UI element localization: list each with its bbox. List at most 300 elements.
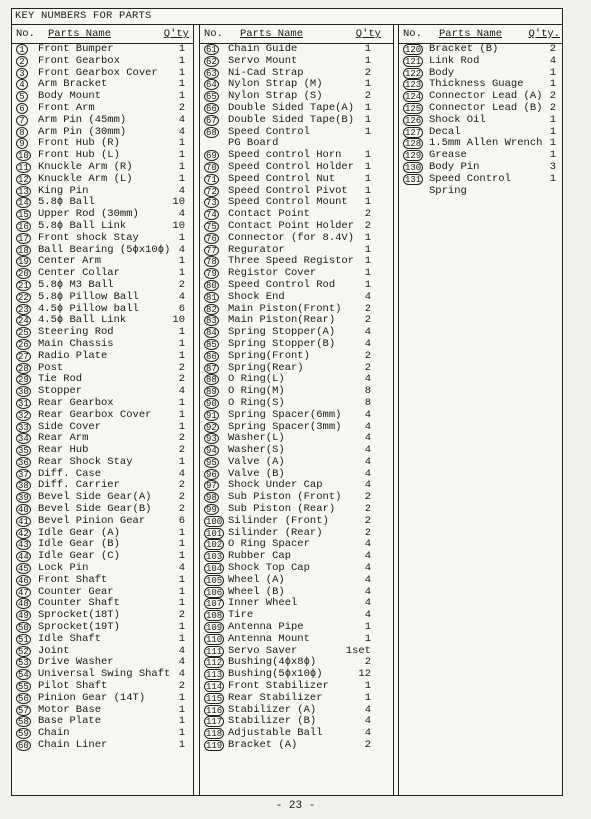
- part-name: Rear Shock Stay: [38, 455, 133, 468]
- part-name: Stopper: [38, 385, 83, 398]
- part-name: Nylon Strap (S): [228, 90, 323, 103]
- part-quantity: 4: [364, 715, 371, 728]
- key-number: 100: [206, 516, 223, 527]
- table-row: [12, 410, 193, 422]
- part-quantity: 4: [178, 113, 185, 126]
- table-row: [200, 575, 393, 587]
- part-quantity: 2: [178, 373, 185, 386]
- table-row: [200, 233, 393, 245]
- part-name: Contact Point: [228, 208, 310, 221]
- part-name: PG Board: [228, 137, 279, 150]
- part-quantity: 2: [364, 219, 371, 232]
- parts-table: [11, 8, 563, 796]
- key-number: 41: [18, 516, 29, 527]
- part-name: Counter Shaft: [38, 597, 120, 610]
- column-header: [12, 25, 193, 44]
- table-row: [399, 138, 562, 150]
- part-quantity: 1: [364, 278, 371, 291]
- key-number: 113: [206, 670, 223, 681]
- part-quantity: 2: [364, 314, 371, 327]
- part-quantity: 1: [178, 597, 185, 610]
- part-quantity: 1: [178, 137, 185, 150]
- key-number: 116: [206, 705, 223, 716]
- part-name: Spring: [429, 184, 467, 197]
- part-name: Sprocket(18T): [38, 609, 120, 622]
- part-name: Registor Cover: [228, 267, 317, 280]
- part-name: Speed Control Pivot: [228, 184, 348, 197]
- key-number: 72: [206, 186, 217, 197]
- part-quantity: 2: [364, 349, 371, 362]
- key-number: 86: [206, 351, 217, 362]
- table-row: [200, 280, 393, 292]
- part-name: Steering Rod: [38, 326, 114, 339]
- key-number: 82: [206, 304, 217, 315]
- key-number: 22: [18, 292, 29, 303]
- header-qty: Q'ty: [355, 28, 381, 40]
- parts-column-2: [199, 25, 394, 795]
- part-name: Spring(Rear): [228, 361, 304, 374]
- part-name: Radio Plate: [38, 349, 108, 362]
- key-number: 27: [18, 351, 29, 362]
- key-number: 47: [18, 587, 29, 598]
- part-name: Center Arm: [38, 255, 102, 268]
- key-number: 94: [206, 446, 217, 457]
- part-quantity: 4: [178, 562, 185, 575]
- part-name: Front Hub (R): [38, 137, 120, 150]
- part-name: Chain: [38, 727, 70, 740]
- part-name: Stabilizer (B): [228, 715, 317, 728]
- part-quantity: 1: [549, 66, 556, 79]
- part-name: Front Gearbox: [38, 54, 120, 67]
- table-row: [12, 575, 193, 587]
- key-number: 80: [206, 280, 217, 291]
- key-number: 44: [18, 552, 29, 563]
- part-quantity: 2: [549, 90, 556, 103]
- part-name: Wheel (A): [228, 573, 285, 586]
- key-number: 81: [206, 292, 217, 303]
- part-name: Front Bumper: [38, 43, 114, 55]
- part-quantity: 1: [549, 78, 556, 91]
- part-name: Spring Spacer(3mm): [228, 420, 342, 433]
- header-parts-name: Parts Name: [240, 28, 304, 40]
- parts-column-1: [12, 25, 194, 795]
- part-name: Arm Bracket: [38, 78, 108, 91]
- part-quantity: 1: [178, 160, 185, 173]
- part-quantity: 2: [364, 514, 371, 527]
- key-number: 11: [18, 162, 29, 173]
- key-number: 10: [18, 151, 29, 162]
- key-number: 38: [18, 481, 29, 492]
- part-name: Grease: [429, 149, 467, 162]
- key-number: 77: [206, 245, 217, 256]
- part-name: Washer(S): [228, 444, 285, 457]
- key-number: 131: [405, 174, 422, 185]
- part-name: Drive Washer: [38, 656, 114, 669]
- part-quantity: 1: [364, 243, 371, 256]
- key-number: 119: [206, 741, 223, 752]
- key-number: 121: [405, 56, 422, 67]
- part-name: Ball Bearing (5ϕx10ϕ): [38, 243, 171, 256]
- table-row: [200, 693, 393, 705]
- key-number: 101: [206, 528, 223, 539]
- parts-list: [200, 44, 393, 752]
- table-row: [200, 115, 393, 127]
- part-name: Servo Mount: [228, 54, 298, 67]
- part-name: O Ring(L): [228, 373, 285, 386]
- part-quantity: 1: [364, 184, 371, 197]
- key-number: 3: [16, 68, 28, 79]
- part-name: Diff. Case: [38, 467, 102, 480]
- part-quantity: 4: [364, 562, 371, 575]
- part-quantity: 2: [178, 432, 185, 445]
- part-name: Wheel (B): [228, 585, 285, 598]
- part-quantity: 1: [364, 255, 371, 268]
- part-name: Idle Gear (B): [38, 538, 120, 551]
- part-name: Speed Control: [429, 172, 511, 185]
- key-number: 129: [405, 151, 422, 162]
- part-quantity: 1: [364, 267, 371, 280]
- part-quantity: 1: [364, 101, 371, 114]
- key-number: 26: [18, 339, 29, 350]
- key-number: 60: [18, 741, 29, 752]
- key-number: 50: [18, 623, 29, 634]
- part-quantity: 4: [364, 573, 371, 586]
- part-name: Bevel Side Gear(A): [38, 491, 152, 504]
- key-number: 9: [16, 138, 28, 149]
- table-row: [12, 115, 193, 127]
- header-no: No.: [204, 28, 223, 40]
- part-name: Diff. Carrier: [38, 479, 120, 492]
- part-quantity: 6: [178, 514, 185, 527]
- part-name: Servo Saver: [228, 644, 298, 657]
- key-number: 98: [206, 493, 217, 504]
- key-number: 120: [405, 45, 422, 55]
- key-number: 89: [206, 387, 217, 398]
- part-name: Decal: [429, 125, 461, 138]
- key-number: 39: [18, 493, 29, 504]
- part-quantity: 10: [172, 219, 185, 232]
- part-name: 5.8ϕ M3 Ball: [38, 278, 114, 291]
- key-number: 2: [16, 56, 28, 67]
- part-name: Shock Top Cap: [228, 562, 310, 575]
- key-number: 61: [206, 45, 217, 55]
- part-name: Double Sided Tape(B): [228, 113, 355, 126]
- key-number: 73: [206, 198, 217, 209]
- part-quantity: 1: [178, 408, 185, 421]
- table-row: [12, 693, 193, 705]
- part-quantity: 1: [364, 172, 371, 185]
- header-qty: Q'ty: [163, 28, 189, 40]
- part-quantity: 1: [178, 739, 185, 752]
- key-number: 105: [206, 575, 223, 586]
- part-quantity: 2: [364, 503, 371, 516]
- part-name: Tie Rod: [38, 373, 83, 386]
- part-quantity: 3: [549, 160, 556, 173]
- key-number: 14: [18, 198, 29, 209]
- part-name: Universal Swing Shaft: [38, 668, 171, 681]
- part-quantity: 4: [364, 408, 371, 421]
- key-number: 34: [18, 434, 29, 445]
- part-quantity: 1: [178, 703, 185, 716]
- key-number: 6: [16, 103, 28, 114]
- key-number: 93: [206, 434, 217, 445]
- part-name: Shock End: [228, 290, 285, 303]
- part-name: Rear Gearbox: [38, 396, 114, 409]
- key-number: 117: [206, 717, 223, 728]
- part-quantity: 1: [178, 715, 185, 728]
- part-name: Post: [38, 361, 64, 374]
- table-row: [200, 516, 393, 528]
- part-quantity: 4: [178, 656, 185, 669]
- part-name: Thickness Guage: [429, 78, 524, 91]
- part-name: O Ring Spacer: [228, 538, 310, 551]
- key-number: 126: [405, 115, 422, 126]
- table-row: [12, 457, 193, 469]
- part-name: Speed Control Rod: [228, 278, 336, 291]
- table-row: [200, 174, 393, 186]
- part-name: Bracket (B): [429, 43, 499, 55]
- key-number: 109: [206, 623, 223, 634]
- part-name: Rear Hub: [38, 444, 89, 457]
- table-row: [12, 339, 193, 351]
- part-quantity: 1: [178, 420, 185, 433]
- part-name: Spring Stopper(B): [228, 337, 336, 350]
- key-number: 28: [18, 363, 29, 374]
- table-row: [200, 56, 393, 68]
- part-quantity: 4: [364, 585, 371, 598]
- key-number: 32: [18, 410, 29, 421]
- part-quantity: 1: [364, 196, 371, 209]
- key-number: 62: [206, 56, 217, 67]
- part-quantity: 4: [364, 326, 371, 339]
- table-row: [12, 351, 193, 363]
- part-quantity: 1: [178, 349, 185, 362]
- part-name: Valve (B): [228, 467, 285, 480]
- key-number: 8: [16, 127, 28, 138]
- key-number: 37: [18, 469, 29, 480]
- part-name: Spring(Front): [228, 349, 310, 362]
- part-name: Spring Stopper(A): [228, 326, 336, 339]
- part-name: Body Mount: [38, 90, 102, 103]
- header-parts-name: Parts Name: [48, 28, 112, 40]
- part-quantity: 1: [178, 326, 185, 339]
- key-number: 66: [206, 103, 217, 114]
- key-number: 68: [206, 127, 217, 138]
- key-number: 97: [206, 481, 217, 492]
- part-quantity: 10: [172, 314, 185, 327]
- column-header: [399, 25, 562, 44]
- key-number: 36: [18, 457, 29, 468]
- key-number: 74: [206, 210, 217, 221]
- part-quantity: 4: [178, 125, 185, 138]
- page-number: - 23 -: [275, 800, 316, 812]
- part-name: Silinder (Rear): [228, 526, 323, 539]
- part-name: Knuckle Arm (R): [38, 160, 133, 173]
- part-quantity: 1: [178, 149, 185, 162]
- part-quantity: 2: [178, 278, 185, 291]
- part-name: Connector (for 8.4V): [228, 231, 355, 244]
- key-number: 16: [18, 221, 29, 232]
- part-quantity: 1: [178, 455, 185, 468]
- table-row: [12, 103, 193, 115]
- part-quantity: 1: [549, 113, 556, 126]
- key-number: 76: [206, 233, 217, 244]
- part-quantity: 2: [364, 656, 371, 669]
- part-name: 1.5mm Allen Wrench: [429, 137, 543, 150]
- part-quantity: 4: [364, 444, 371, 457]
- part-quantity: 1: [178, 90, 185, 103]
- key-number: 122: [405, 68, 422, 79]
- key-number: 1: [16, 44, 28, 55]
- key-number: 58: [18, 717, 29, 728]
- part-quantity: 4: [178, 290, 185, 303]
- key-number: 54: [18, 670, 29, 681]
- key-number: 103: [206, 552, 223, 563]
- part-quantity: 4: [178, 668, 185, 681]
- part-quantity: 1: [178, 573, 185, 586]
- part-quantity: 10: [172, 196, 185, 209]
- part-name: Bevel Pinion Gear: [38, 514, 146, 527]
- part-quantity: 2: [364, 526, 371, 539]
- key-number: 7: [16, 115, 28, 126]
- key-number: 67: [206, 115, 217, 126]
- key-number: 130: [405, 162, 422, 173]
- table-row: [200, 351, 393, 363]
- key-number: 78: [206, 257, 217, 268]
- table-row: [12, 740, 193, 752]
- part-quantity: 1: [549, 172, 556, 185]
- table-row: [12, 162, 193, 174]
- part-name: Front Hub (L): [38, 149, 120, 162]
- key-number: 64: [206, 80, 217, 91]
- part-name: Shock Oil: [429, 113, 486, 126]
- table-row: [399, 56, 562, 68]
- part-quantity: 4: [364, 479, 371, 492]
- key-number: 17: [18, 233, 29, 244]
- key-number: 21: [18, 280, 29, 291]
- key-number: 63: [206, 68, 217, 79]
- part-name: Shock Under Cap: [228, 479, 323, 492]
- part-quantity: 1: [178, 621, 185, 634]
- part-name: Idle Gear (A): [38, 526, 120, 539]
- header-no: No.: [403, 28, 422, 40]
- part-name: Speed Control Mount: [228, 196, 348, 209]
- part-name: Sprocket(19T): [38, 621, 120, 634]
- part-quantity: 2: [549, 43, 556, 55]
- key-number: 83: [206, 316, 217, 327]
- key-number: 123: [405, 80, 422, 91]
- table-row: [399, 115, 562, 127]
- part-name: Pinion Gear (14T): [38, 691, 146, 704]
- table-row: [200, 162, 393, 174]
- key-number: 92: [206, 422, 217, 433]
- part-quantity: 4: [364, 538, 371, 551]
- key-number: 30: [18, 387, 29, 398]
- part-quantity: 1: [178, 66, 185, 79]
- key-number: 18: [18, 245, 29, 256]
- part-name: Stabilizer (A): [228, 703, 317, 716]
- parts-column-3: [398, 25, 562, 795]
- part-quantity: 1: [364, 160, 371, 173]
- key-number: 20: [18, 269, 29, 280]
- part-quantity: 1: [178, 550, 185, 563]
- part-quantity: 4: [364, 432, 371, 445]
- parts-list: [12, 44, 193, 752]
- part-quantity: 1set: [345, 644, 371, 657]
- key-number: 35: [18, 446, 29, 457]
- part-quantity: 1: [178, 585, 185, 598]
- part-name: Arm Pin (45mm): [38, 113, 127, 126]
- part-quantity: 1: [178, 337, 185, 350]
- part-quantity: 2: [178, 491, 185, 504]
- part-quantity: 4: [364, 727, 371, 740]
- header-qty: Q'ty.: [528, 28, 560, 40]
- part-name: Rear Gearbox Cover: [38, 408, 152, 421]
- part-name: Sub Piston (Front): [228, 491, 342, 504]
- part-name: 5.8ϕ Ball: [38, 196, 95, 209]
- part-quantity: 4: [364, 455, 371, 468]
- table-row: [200, 740, 393, 752]
- key-number: 108: [206, 611, 223, 622]
- part-name: Base Plate: [38, 715, 102, 728]
- key-number: 115: [206, 693, 223, 704]
- part-name: Front shock Stay: [38, 231, 139, 244]
- part-quantity: 1: [178, 526, 185, 539]
- key-number: 95: [206, 457, 217, 468]
- key-number: 5: [16, 91, 28, 102]
- table-row: [12, 398, 193, 410]
- part-name: Side Cover: [38, 420, 102, 433]
- part-quantity: 8: [364, 396, 371, 409]
- table-row: [200, 103, 393, 115]
- part-quantity: 12: [358, 668, 371, 681]
- part-name: Counter Gear: [38, 585, 114, 598]
- part-name: Tire: [228, 609, 254, 622]
- key-number: [403, 186, 415, 197]
- table-row: [200, 292, 393, 304]
- part-quantity: 1: [364, 149, 371, 162]
- part-name: Bushing(5ϕx10ϕ): [228, 668, 323, 681]
- key-number: 102: [206, 540, 223, 551]
- table-row: [12, 233, 193, 245]
- part-quantity: 1: [364, 632, 371, 645]
- table-row: [200, 634, 393, 646]
- part-quantity: 1: [178, 255, 185, 268]
- key-number: 65: [206, 92, 217, 103]
- key-number: 42: [18, 528, 29, 539]
- part-name: King Pin: [38, 184, 89, 197]
- part-quantity: 2: [178, 503, 185, 516]
- key-number: 48: [18, 599, 29, 610]
- table-row: [12, 516, 193, 528]
- table-row: [200, 339, 393, 351]
- key-number: 59: [18, 729, 29, 740]
- part-name: Front Arm: [38, 101, 95, 114]
- part-quantity: 2: [178, 680, 185, 693]
- part-name: Spring Spacer(6mm): [228, 408, 342, 421]
- part-quantity: 4: [364, 337, 371, 350]
- header-parts-name: Parts Name: [439, 28, 503, 40]
- key-number: 106: [206, 587, 223, 598]
- part-quantity: 1: [178, 267, 185, 280]
- part-name: Sub Piston (Rear): [228, 503, 336, 516]
- part-name: 4.5ϕ Ball Link: [38, 314, 127, 327]
- part-quantity: 2: [364, 66, 371, 79]
- part-quantity: 1: [364, 43, 371, 55]
- key-number: 51: [18, 634, 29, 645]
- part-quantity: 4: [364, 597, 371, 610]
- part-quantity: 1: [549, 149, 556, 162]
